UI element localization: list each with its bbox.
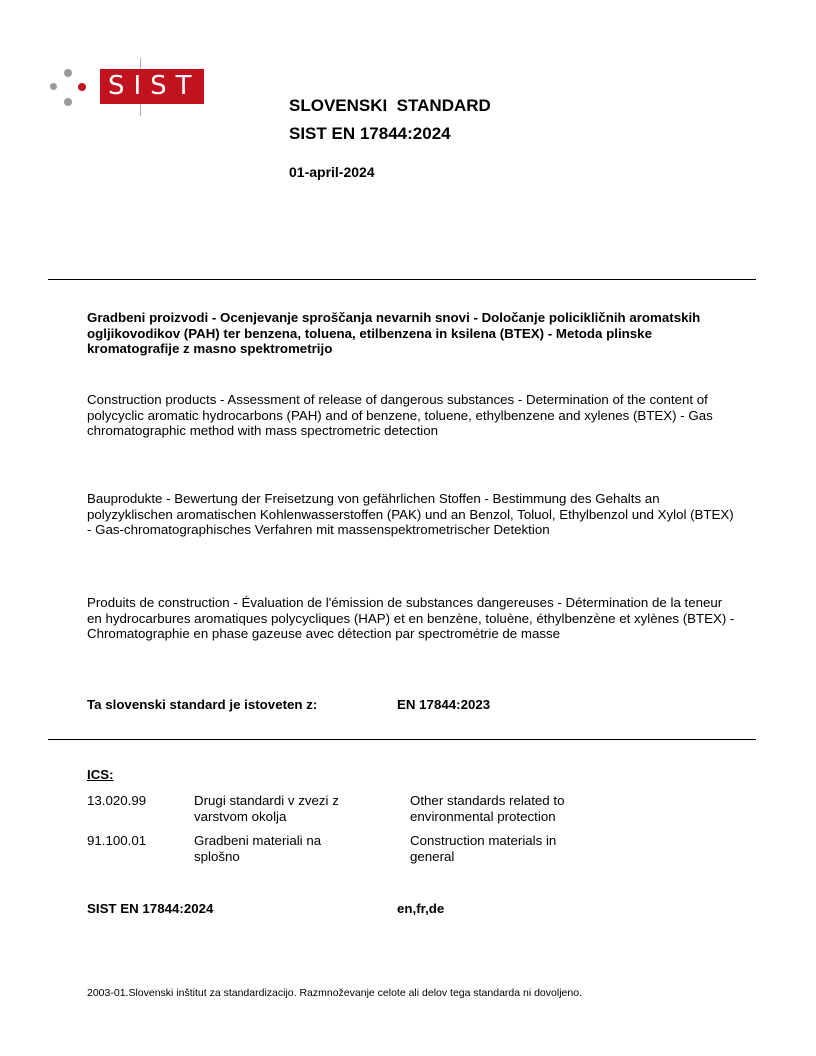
copyright-footer: 2003-01.Slovenski inštitut za standardizacijo. Razmnoževanje celote ali delov tega standarda ni dovoljeno. — [87, 987, 582, 999]
ics-description-en: Other standards related to environmental protection — [410, 793, 565, 824]
logo-dot — [50, 83, 57, 90]
identical-value: EN 17844:2023 — [397, 697, 491, 712]
logo-dot — [78, 83, 86, 91]
ics-description-sl: Gradbeni materiali na splošno — [194, 833, 322, 864]
standard-number: SIST EN 17844:2024 — [289, 124, 451, 143]
ics-row — [87, 833, 687, 865]
logo-dot — [64, 98, 72, 106]
standard-type: SLOVENSKI STANDARD — [289, 96, 491, 115]
divider-top — [48, 279, 756, 280]
ics-heading: ICS: — [87, 767, 114, 782]
publication-date: 01-april-2024 — [289, 164, 375, 180]
ics-row — [87, 793, 687, 825]
title-english: Construction products - Assessment of release of dangerous substances - Determination of the content of polycyclic aromatic hydrocarbons (PAH) and of benzene, toluene, ethylbenzene and xylenes (BTEX) - Gas chromatographic method with mass spectrometric detection — [87, 392, 713, 438]
identical-label: Ta slovenski standard je istoveten z: — [87, 697, 318, 712]
logo-wordmark: SIST — [100, 69, 204, 104]
ics-code: 91.100.01 — [87, 833, 147, 848]
title-french: Produits de construction - Évaluation de l'émission de substances dangereuses - Détermination de la teneur en hydrocarbures aromatiques polycycliques (HAP) et en benzène, toluène, éthylbenzène et xylènes (BTEX) - Chromatographie en phase gazeuse avec détection par spectrométrie de masse — [87, 595, 735, 641]
ics-description-en: Construction materials in general — [410, 833, 557, 864]
ics-code: 13.020.99 — [87, 793, 147, 808]
title-slovenian: Gradbeni proizvodi - Ocenjevanje sproščanja nevarnih snovi - Določanje policikličnih aromatskih ogljikovodikov (PAH) ter benzena, toluena, etilbenzena in ksilena (BTEX) - Metoda plinske kromatografije z masno spektrometrijo — [87, 310, 701, 356]
title-german: Bauprodukte - Bewertung der Freisetzung von gefährlichen Stoffen - Bestimmung des Gehalts an polyzyklischen aromatischen Kohlenwasserstoffen (PAK) und an Benzol, Toluol, Ethylbenzol und Xylol (BTEX) - Gas-chromatographisches Verfahren mit massenspektrometrischer Detektion — [87, 491, 734, 537]
summary-languages: en,fr,de — [397, 901, 445, 916]
summary-number: SIST EN 17844:2024 — [87, 901, 214, 916]
logo-dot — [64, 69, 72, 77]
divider-bottom — [48, 739, 756, 740]
ics-description-sl: Drugi standardi v zvezi z varstvom okolja — [194, 793, 339, 824]
